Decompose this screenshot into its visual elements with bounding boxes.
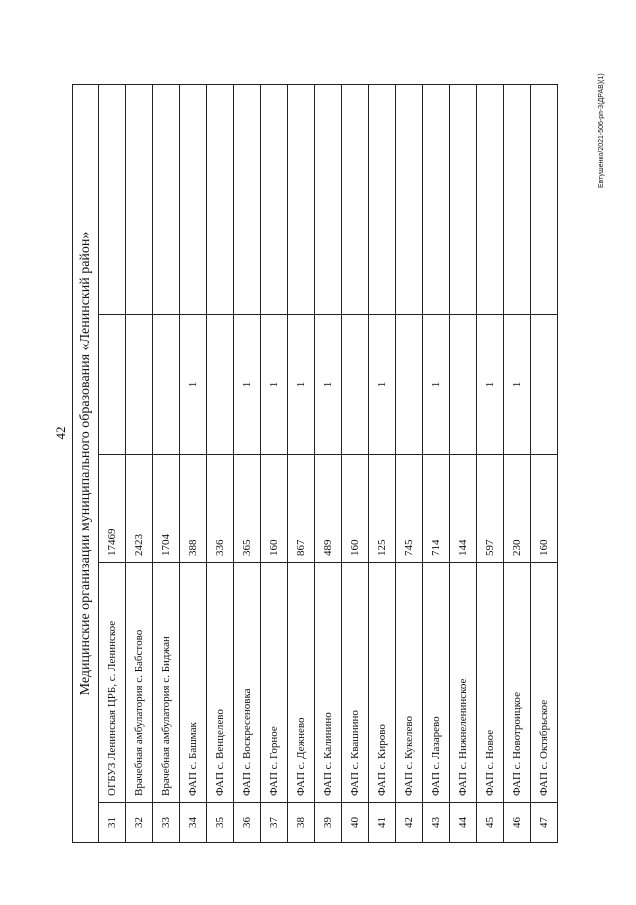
row-number-cell: 40 [342, 802, 368, 842]
population-cell: 714 [423, 454, 449, 562]
table-row [369, 84, 396, 843]
row-number-cell: 45 [477, 802, 503, 842]
count-cell [207, 314, 233, 454]
row-number-cell: 32 [126, 802, 152, 842]
count-cell [153, 314, 179, 454]
table-row [396, 84, 423, 843]
count-cell [396, 314, 422, 454]
empty-cell [396, 85, 422, 314]
organization-name-cell: ОГБУЗ Ленинская ЦРБ, с. Ленинское [99, 562, 125, 802]
organization-name-cell: ФАП с. Башмак [180, 562, 206, 802]
empty-cell [180, 85, 206, 314]
table-body [99, 84, 558, 843]
row-number-cell: 46 [504, 802, 530, 842]
count-cell: 1 [423, 314, 449, 454]
organization-name-cell: ФАП с. Квашнино [342, 562, 368, 802]
count-cell [450, 314, 476, 454]
count-cell: 1 [315, 314, 341, 454]
empty-cell [126, 85, 152, 314]
organization-name-cell: ФАП с. Новотроицкое [504, 562, 530, 802]
empty-cell [288, 85, 314, 314]
organization-name-cell: ФАП с. Октябрьское [531, 562, 557, 802]
count-cell [126, 314, 152, 454]
population-cell: 2423 [126, 454, 152, 562]
row-number-cell: 43 [423, 802, 449, 842]
empty-cell [261, 85, 287, 314]
table-row [99, 84, 126, 843]
count-cell [531, 314, 557, 454]
row-number-cell: 44 [450, 802, 476, 842]
table-row [315, 84, 342, 843]
empty-cell [153, 85, 179, 314]
count-cell [99, 314, 125, 454]
table-row [207, 84, 234, 843]
table-header: Медицинские организации муниципального образования «Ленинский район» [72, 84, 99, 843]
row-number-cell: 38 [288, 802, 314, 842]
row-number-cell: 39 [315, 802, 341, 842]
population-cell: 160 [261, 454, 287, 562]
organization-name-cell: Врачебная амбулатория с. Биджан [153, 562, 179, 802]
empty-cell [504, 85, 530, 314]
empty-cell [531, 85, 557, 314]
table-row [261, 84, 288, 843]
empty-cell [342, 85, 368, 314]
organization-name-cell: ФАП с. Венцелево [207, 562, 233, 802]
organization-name-cell: ФАП с. Дежнево [288, 562, 314, 802]
organization-name-cell: ФАП с. Воскресеновка [234, 562, 260, 802]
row-number-cell: 37 [261, 802, 287, 842]
organization-name-cell: ФАП с. Нижнеленинское [450, 562, 476, 802]
row-number-cell: 31 [99, 802, 125, 842]
population-cell: 597 [477, 454, 503, 562]
count-cell: 1 [369, 314, 395, 454]
row-number-cell: 33 [153, 802, 179, 842]
empty-cell [315, 85, 341, 314]
row-number-cell: 47 [531, 802, 557, 842]
document-stamp-text: Евтушенко/2021-506-рп-3(ДРАВ)(1) [598, 73, 605, 188]
population-cell: 365 [234, 454, 260, 562]
empty-cell [477, 85, 503, 314]
count-cell: 1 [504, 314, 530, 454]
organization-name-cell: ФАП с. Горное [261, 562, 287, 802]
empty-cell [423, 85, 449, 314]
row-number-cell: 36 [234, 802, 260, 842]
organization-name-cell: ФАП с. Калинино [315, 562, 341, 802]
table-row [504, 84, 531, 843]
organization-name-cell: ФАП с. Новое [477, 562, 503, 802]
population-cell: 160 [342, 454, 368, 562]
population-cell: 144 [450, 454, 476, 562]
page-number: 42 [53, 426, 68, 440]
empty-cell [369, 85, 395, 314]
table-row [423, 84, 450, 843]
population-cell: 388 [180, 454, 206, 562]
row-number-cell: 41 [369, 802, 395, 842]
population-cell: 17469 [99, 454, 125, 562]
table-row [234, 84, 261, 843]
population-cell: 336 [207, 454, 233, 562]
count-cell: 1 [288, 314, 314, 454]
empty-cell [207, 85, 233, 314]
empty-cell [99, 85, 125, 314]
count-cell: 1 [180, 314, 206, 454]
table-row [477, 84, 504, 843]
population-cell: 160 [531, 454, 557, 562]
rotated-table [72, 84, 553, 843]
table-row [531, 84, 558, 843]
population-cell: 867 [288, 454, 314, 562]
table-row [153, 84, 180, 843]
population-cell: 489 [315, 454, 341, 562]
table-row [288, 84, 315, 843]
empty-cell [450, 85, 476, 314]
count-cell [342, 314, 368, 454]
population-cell: 1704 [153, 454, 179, 562]
population-cell: 125 [369, 454, 395, 562]
table-row [342, 84, 369, 843]
organization-name-cell: ФАП с. Кирово [369, 562, 395, 802]
count-cell: 1 [234, 314, 260, 454]
population-cell: 230 [504, 454, 530, 562]
table-row [126, 84, 153, 843]
count-cell: 1 [477, 314, 503, 454]
empty-cell [234, 85, 260, 314]
organization-name-cell: ФАП с. Кукелево [396, 562, 422, 802]
table-row [180, 84, 207, 843]
row-number-cell: 34 [180, 802, 206, 842]
count-cell: 1 [261, 314, 287, 454]
row-number-cell: 42 [396, 802, 422, 842]
row-number-cell: 35 [207, 802, 233, 842]
organization-name-cell: ФАП с. Лазарево [423, 562, 449, 802]
organization-name-cell: Врачебная амбулатория с. Бабстово [126, 562, 152, 802]
population-cell: 745 [396, 454, 422, 562]
table-row [450, 84, 477, 843]
